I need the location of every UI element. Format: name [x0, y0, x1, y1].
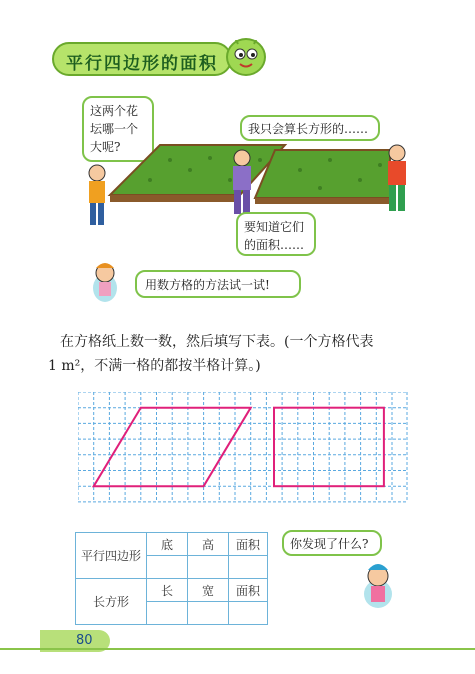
header-height: 高: [188, 533, 229, 556]
header-area: 面积: [229, 533, 268, 556]
girl-bubble-line: 这两个花: [90, 104, 139, 118]
rectangle-flowerbed: [255, 150, 390, 198]
girl-bubble-line: 坛哪一个: [90, 122, 139, 136]
cell-empty[interactable]: [188, 602, 229, 625]
page-number: 80: [76, 633, 93, 648]
boy-speech-bubble-bottom: [236, 212, 316, 256]
cell-empty[interactable]: [229, 556, 268, 579]
boy-top-text: 我只会算长方形的……: [248, 122, 369, 136]
header-base: 底: [147, 533, 188, 556]
cell-empty[interactable]: [188, 556, 229, 579]
header-area: 面积: [229, 579, 268, 602]
fairy2-figure-icon: [350, 560, 406, 616]
boy-bottom-line: 的面积……: [244, 238, 305, 252]
boy-bottom-line: 要知道它们: [244, 220, 305, 234]
area-table: [75, 532, 268, 625]
bottom-divider: [0, 648, 475, 650]
instruction-line-2: 1 m²，不满一格的都按半格计算。): [48, 358, 261, 374]
boy-figure: [233, 150, 251, 214]
kid-figure: [388, 145, 406, 211]
girl-bubble-line: 大呢?: [90, 140, 121, 154]
girl-figure: [89, 165, 105, 225]
fairy-figure-icon: [80, 258, 130, 308]
discover-text: 你发现了什么?: [290, 537, 369, 551]
row-label-rectangle: 长方形: [76, 579, 147, 625]
cell-empty[interactable]: [147, 602, 188, 625]
fairy-text: 用数方格的方法试一试!: [145, 278, 270, 292]
header-width: 宽: [188, 579, 229, 602]
fairy-speech-bubble: [135, 270, 301, 298]
header-length: 长: [147, 579, 188, 602]
discover-speech-bubble: [282, 530, 382, 556]
row-label-parallelogram: 平行四边形: [76, 533, 147, 579]
caterpillar-head-icon: [226, 38, 266, 76]
boy-speech-bubble-top: [240, 115, 380, 141]
cell-empty[interactable]: [147, 556, 188, 579]
grid-paper: [78, 392, 408, 504]
instruction-line-1: 在方格纸上数一数，然后填写下表。(一个方格代表: [60, 334, 374, 350]
page-title: 平行四边形的面积: [66, 54, 218, 74]
cell-empty[interactable]: [229, 602, 268, 625]
